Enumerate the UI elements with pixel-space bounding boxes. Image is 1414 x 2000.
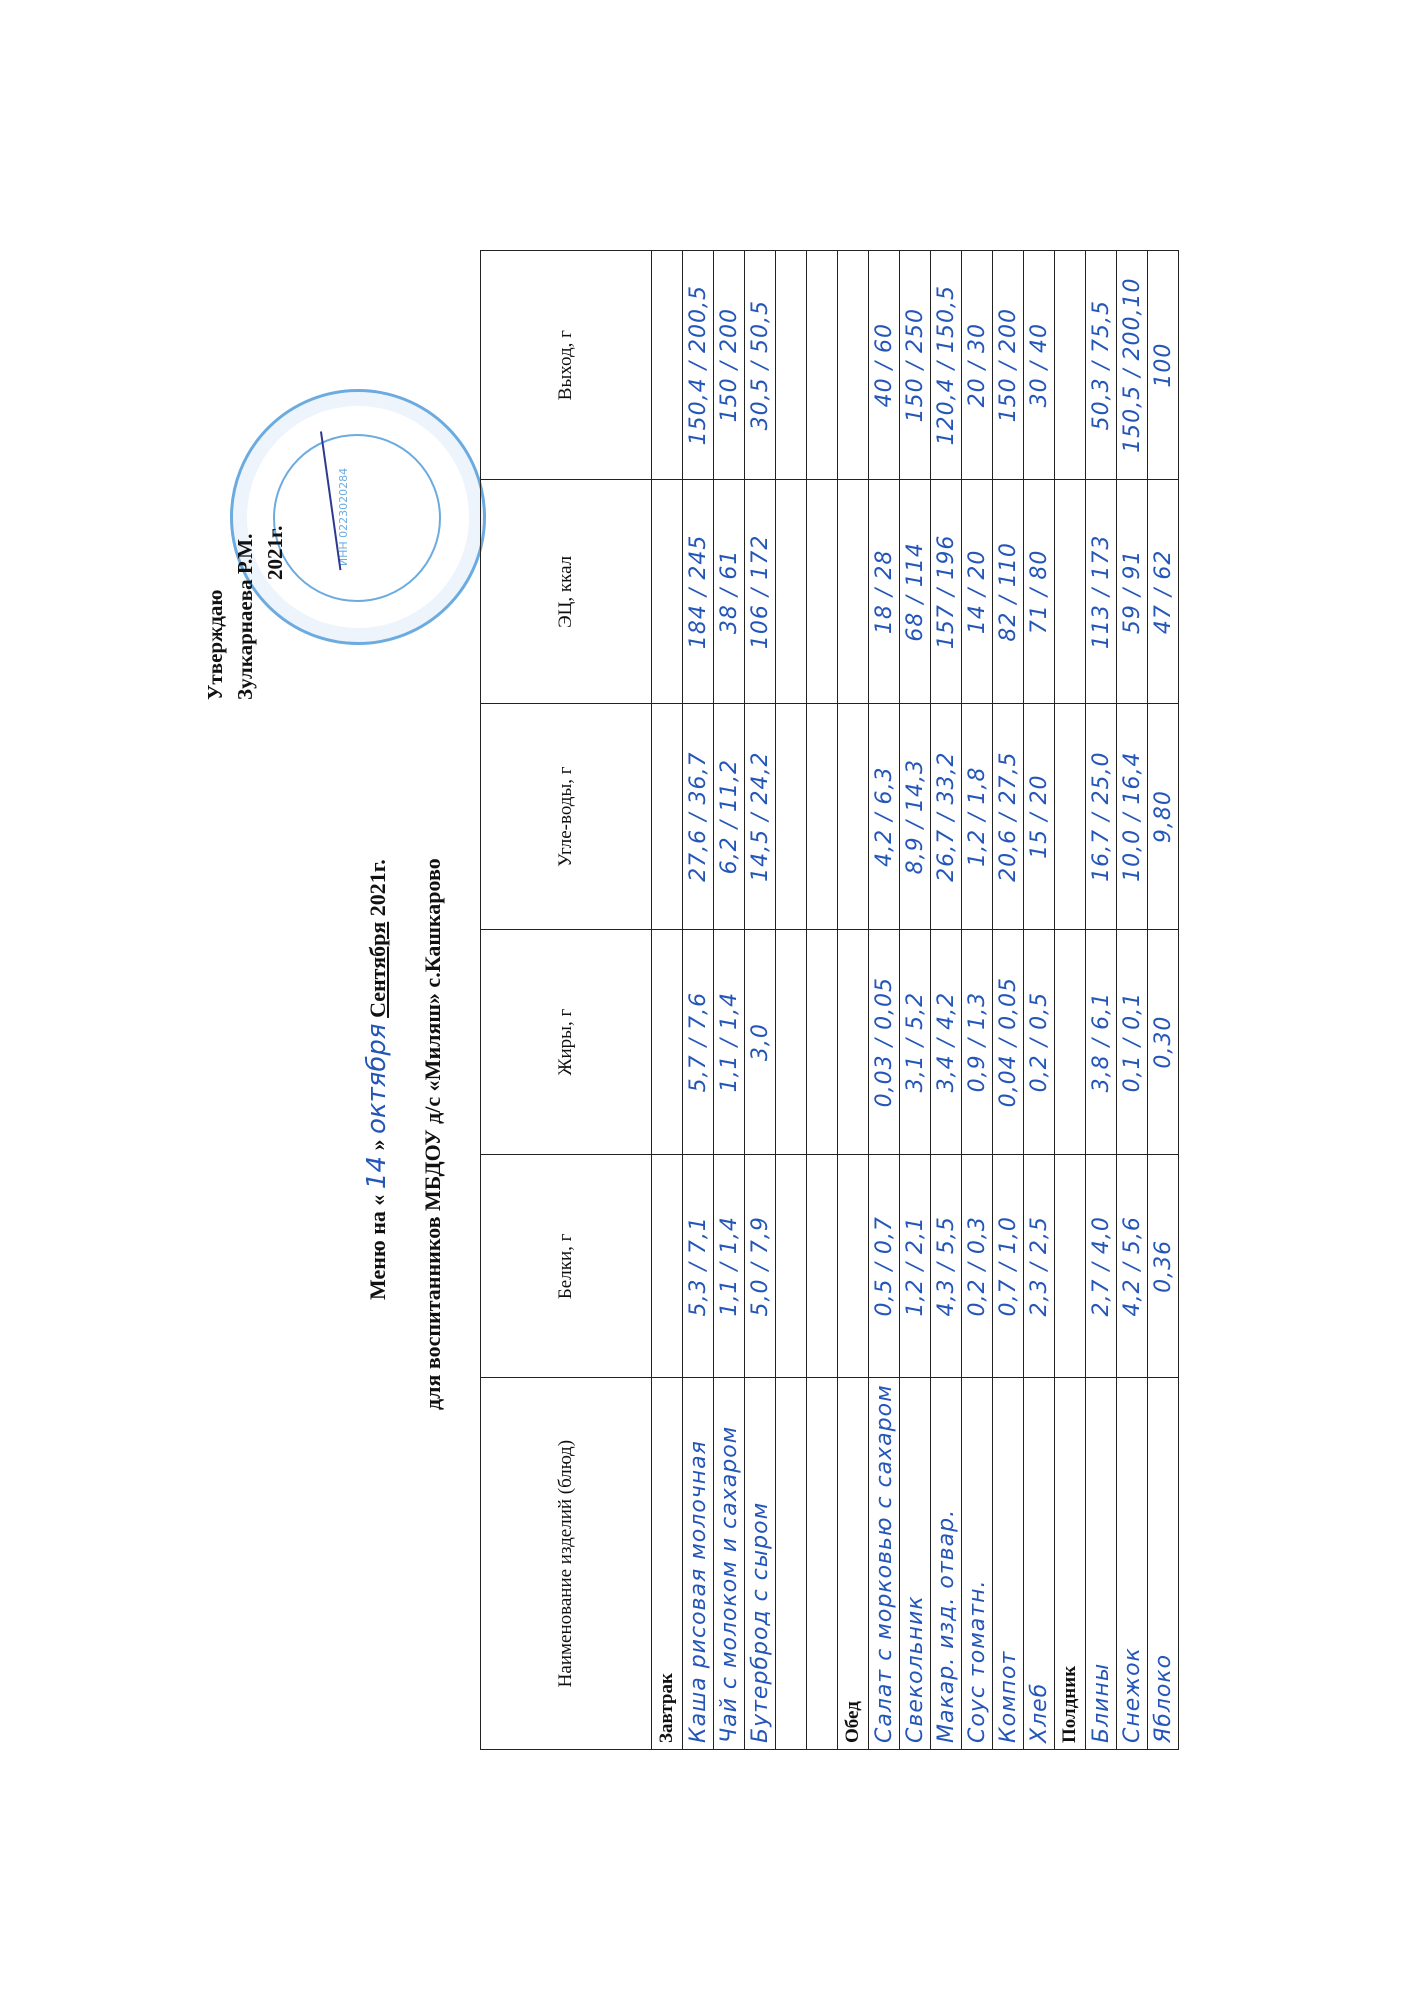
stamp-text: ИНН 0223020284	[337, 467, 350, 567]
energy-cell: 106 / 172	[745, 480, 776, 704]
dish-name-cell: Салат с морковью с сахаром	[869, 1378, 900, 1750]
carbs-cell: 8,9 / 14,3	[900, 704, 931, 929]
yield-cell: 50,3 / 75,5	[1086, 251, 1117, 480]
approval-year: 2021г.	[263, 525, 287, 580]
header-row	[481, 251, 652, 1750]
table-row	[776, 251, 807, 1750]
section-empty-cell	[652, 1155, 683, 1378]
protein-cell: 4,2 / 5,6	[1117, 1155, 1148, 1378]
approver-name: Зулкарнаева Р.М.	[233, 533, 257, 700]
dish-name-cell: Снежок	[1117, 1378, 1148, 1750]
carbs-cell: 27,6 / 36,7	[683, 704, 714, 929]
dish-name-cell: Компот	[993, 1378, 1024, 1750]
fat-cell: 5,7 / 7,6	[683, 929, 714, 1154]
header-energy: ЭЦ, ккал	[481, 480, 652, 704]
energy-cell: 18 / 28	[869, 480, 900, 704]
section-empty-cell	[838, 1155, 869, 1378]
dish-name-cell: Свекольник	[900, 1378, 931, 1750]
yield-cell: 150,5 / 200,10	[1117, 251, 1148, 480]
protein-cell: 0,7 / 1,0	[993, 1155, 1024, 1378]
carbs-cell: 14,5 / 24,2	[745, 704, 776, 929]
section-empty-cell	[1055, 251, 1086, 480]
section-empty-cell	[652, 929, 683, 1154]
protein-cell: 1,2 / 2,1	[900, 1155, 931, 1378]
fat-cell: 3,4 / 4,2	[931, 929, 962, 1154]
fat-cell	[807, 929, 838, 1154]
section-empty-cell	[838, 704, 869, 929]
dish-name-cell: Бутерброд с сыром	[745, 1378, 776, 1750]
yield-cell: 150,4 / 200,5	[683, 251, 714, 480]
carbs-cell: 15 / 20	[1024, 704, 1055, 929]
header-fat: Жиры, г	[481, 929, 652, 1154]
protein-cell: 5,3 / 7,1	[683, 1155, 714, 1378]
header-dish: Наименование изделий (блюд)	[481, 1378, 652, 1750]
carbs-cell: 26,7 / 33,2	[931, 704, 962, 929]
energy-cell: 113 / 173	[1086, 480, 1117, 704]
title-year: 2021г.	[365, 859, 390, 917]
section-label: Обед	[838, 1378, 869, 1750]
dish-name-cell: Яблоко	[1148, 1378, 1179, 1750]
section-empty-cell	[1055, 704, 1086, 929]
fat-cell: 0,2 / 0,5	[1024, 929, 1055, 1154]
carbs-cell	[776, 704, 807, 929]
yield-cell: 120,4 / 150,5	[931, 251, 962, 480]
yield-cell: 150 / 200	[714, 251, 745, 480]
yield-cell	[807, 251, 838, 480]
table-row	[993, 251, 1024, 1750]
dish-name-cell: Соус томатн.	[962, 1378, 993, 1750]
title-month-printed: Сентября	[365, 921, 390, 1018]
fat-cell	[776, 929, 807, 1154]
dish-name-cell: Чай с молоком и сахаром	[714, 1378, 745, 1750]
yield-cell: 30 / 40	[1024, 251, 1055, 480]
table-row	[1117, 251, 1148, 1750]
approval-word: Утверждаю	[203, 589, 227, 700]
title-month-handwritten: октября	[362, 1023, 392, 1134]
fat-cell: 3,0	[745, 929, 776, 1154]
table-row	[900, 251, 931, 1750]
section-empty-cell	[1055, 929, 1086, 1154]
dish-name-cell: Хлеб	[1024, 1378, 1055, 1750]
yield-cell: 100	[1148, 251, 1179, 480]
dish-name-cell: Блины	[1086, 1378, 1117, 1750]
table-row	[869, 251, 900, 1750]
section-empty-cell	[1055, 480, 1086, 704]
energy-cell: 82 / 110	[993, 480, 1024, 704]
section-row	[838, 251, 869, 1750]
section-empty-cell	[652, 704, 683, 929]
protein-cell: 0,36	[1148, 1155, 1179, 1378]
yield-cell: 150 / 200	[993, 251, 1024, 480]
table-row	[807, 251, 838, 1750]
energy-cell	[807, 480, 838, 704]
table-row	[1086, 251, 1117, 1750]
fat-cell: 0,30	[1148, 929, 1179, 1154]
protein-cell: 0,2 / 0,3	[962, 1155, 993, 1378]
yield-cell: 30,5 / 50,5	[745, 251, 776, 480]
menu-table-body	[652, 251, 1179, 1750]
section-empty-cell	[838, 480, 869, 704]
fat-cell: 3,8 / 6,1	[1086, 929, 1117, 1154]
title-mid: »	[365, 1139, 390, 1151]
table-row	[1024, 251, 1055, 1750]
dish-name-cell: Макар. изд. отвар.	[931, 1378, 962, 1750]
yield-cell: 150 / 250	[900, 251, 931, 480]
header-yield: Выход, г	[481, 251, 652, 480]
section-empty-cell	[838, 251, 869, 480]
table-row	[1148, 251, 1179, 1750]
carbs-cell: 16,7 / 25,0	[1086, 704, 1117, 929]
protein-cell: 2,3 / 2,5	[1024, 1155, 1055, 1378]
fat-cell: 1,1 / 1,4	[714, 929, 745, 1154]
yield-cell: 40 / 60	[869, 251, 900, 480]
fat-cell: 0,03 / 0,05	[869, 929, 900, 1154]
protein-cell	[776, 1155, 807, 1378]
protein-cell: 5,0 / 7,9	[745, 1155, 776, 1378]
header-protein: Белки, г	[481, 1155, 652, 1378]
energy-cell: 184 / 245	[683, 480, 714, 704]
section-empty-cell	[838, 929, 869, 1154]
section-row	[1055, 251, 1086, 1750]
dish-name-cell	[807, 1378, 838, 1750]
title-prefix: Меню на «	[365, 1194, 390, 1300]
energy-cell: 14 / 20	[962, 480, 993, 704]
table-row	[931, 251, 962, 1750]
section-empty-cell	[652, 480, 683, 704]
protein-cell: 2,7 / 4,0	[1086, 1155, 1117, 1378]
menu-table	[480, 250, 1179, 1750]
energy-cell: 47 / 62	[1148, 480, 1179, 704]
carbs-cell: 6,2 / 11,2	[714, 704, 745, 929]
yield-cell	[776, 251, 807, 480]
protein-cell: 1,1 / 1,4	[714, 1155, 745, 1378]
table-row	[714, 251, 745, 1750]
energy-cell: 38 / 61	[714, 480, 745, 704]
energy-cell: 68 / 114	[900, 480, 931, 704]
energy-cell	[776, 480, 807, 704]
fat-cell: 0,1 / 0,1	[1117, 929, 1148, 1154]
approval-block	[200, 526, 290, 700]
section-label: Полдник	[1055, 1378, 1086, 1750]
section-empty-cell	[652, 251, 683, 480]
carbs-cell: 4,2 / 6,3	[869, 704, 900, 929]
section-label: Завтрак	[652, 1378, 683, 1750]
carbs-cell: 1,2 / 1,8	[962, 704, 993, 929]
carbs-cell: 20,6 / 27,5	[993, 704, 1024, 929]
energy-cell: 157 / 196	[931, 480, 962, 704]
table-row	[745, 251, 776, 1750]
title-day: 14	[362, 1156, 392, 1190]
protein-cell: 4,3 / 5,5	[931, 1155, 962, 1378]
table-row	[683, 251, 714, 1750]
dish-name-cell	[776, 1378, 807, 1750]
carbs-cell	[807, 704, 838, 929]
protein-cell	[807, 1155, 838, 1378]
energy-cell: 71 / 80	[1024, 480, 1055, 704]
fat-cell: 3,1 / 5,2	[900, 929, 931, 1154]
fat-cell: 0,9 / 1,3	[962, 929, 993, 1154]
protein-cell: 0,5 / 0,7	[869, 1155, 900, 1378]
table-row	[962, 251, 993, 1750]
carbs-cell: 9,80	[1148, 704, 1179, 929]
dish-name-cell: Каша рисовая молочная	[683, 1378, 714, 1750]
document-sheet	[150, 220, 1330, 1800]
yield-cell: 20 / 30	[962, 251, 993, 480]
carbs-cell: 10,0 / 16,4	[1117, 704, 1148, 929]
section-empty-cell	[1055, 1155, 1086, 1378]
menu-title	[360, 600, 395, 1300]
menu-subtitle: для воспитанников МБДОУ д/с «Миляш» с.Кашкарово	[420, 858, 445, 1410]
header-carbs: Угле-воды, г	[481, 704, 652, 929]
fat-cell: 0,04 / 0,05	[993, 929, 1024, 1154]
energy-cell: 59 / 91	[1117, 480, 1148, 704]
section-row	[652, 251, 683, 1750]
